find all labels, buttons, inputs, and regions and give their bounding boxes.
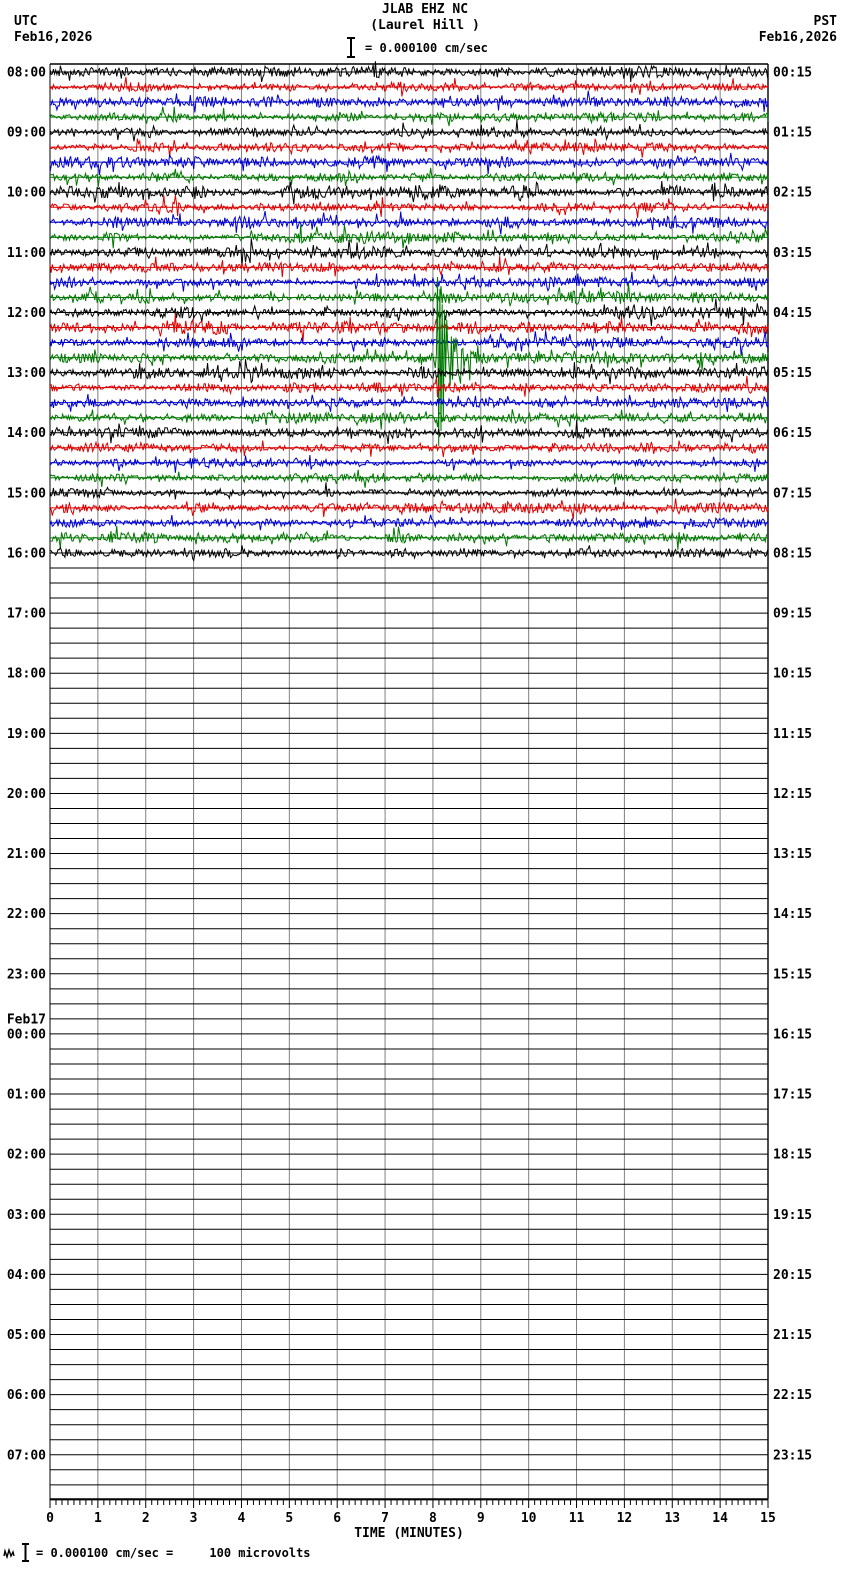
utc-hour-label: 19:00 <box>6 726 46 742</box>
pst-hour-label: 04:15 <box>773 305 813 321</box>
utc-hour-label: 05:00 <box>6 1328 46 1344</box>
page-subtitle: (Laurel Hill ) <box>370 18 480 33</box>
pst-hour-label: 12:15 <box>773 786 813 802</box>
utc-hour-label: 02:00 <box>6 1147 46 1163</box>
pst-hour-label: 08:15 <box>773 546 813 562</box>
pst-hour-label: 01:15 <box>773 125 813 141</box>
utc-hour-label: 01:00 <box>6 1087 46 1103</box>
trace-waveform <box>50 498 768 519</box>
x-tick-label: 3 <box>189 1511 198 1526</box>
pst-hour-label: 20:15 <box>773 1267 813 1283</box>
x-tick-label: 10 <box>520 1511 537 1526</box>
utc-hour-label: 11:00 <box>6 245 46 261</box>
footer-ibeam-icon <box>21 1543 30 1562</box>
utc-hour-label: 17:00 <box>6 606 46 622</box>
trace-waveform <box>50 455 768 473</box>
pst-hour-label: 07:15 <box>773 486 813 502</box>
pst-hour-label: 19:15 <box>773 1207 813 1223</box>
trace-waveform <box>50 225 768 249</box>
x-tick-label: 11 <box>568 1511 585 1526</box>
trace-waveform <box>50 272 768 292</box>
pst-hour-label: 09:15 <box>773 606 813 622</box>
trace-waveform <box>50 107 768 126</box>
trace-waveform <box>50 195 768 218</box>
right-hour-labels <box>773 66 812 1464</box>
utc-hour-label: 07:00 <box>6 1448 46 1464</box>
x-tick-label: 4 <box>237 1511 246 1526</box>
pst-hour-label: 00:15 <box>773 65 813 81</box>
utc-hour-label: 00:00 <box>6 1027 46 1043</box>
x-tick-label: 13 <box>664 1511 681 1526</box>
utc-date: Feb16,2026 <box>14 30 93 45</box>
pst-label: PST <box>813 14 837 29</box>
footer-scale-text: = 0.000100 cm/sec = 100 microvolts <box>36 1545 311 1560</box>
trace-waveform-event <box>50 277 768 446</box>
utc-hour-label: 23:00 <box>6 967 46 983</box>
utc-hour-label: 22:00 <box>6 907 46 923</box>
utc-hour-label: 10:00 <box>6 185 46 201</box>
x-tick-label: 6 <box>333 1511 342 1526</box>
pst-hour-label: 18:15 <box>773 1147 813 1163</box>
wave-sample-icon <box>3 1547 15 1559</box>
trace-waveform <box>50 470 768 488</box>
trace-waveform <box>50 482 768 499</box>
trace-waveform <box>50 376 768 397</box>
trace-waveform <box>50 409 768 429</box>
trace-waveform <box>50 153 768 175</box>
utc-hour-label: 09:00 <box>6 125 46 141</box>
page-title: JLAB EHZ NC <box>381 2 469 17</box>
utc-hour-label: 16:00 <box>6 546 46 562</box>
x-tick-label: 15 <box>760 1511 776 1526</box>
utc-hour-label: 21:00 <box>6 847 46 863</box>
trace-waveform <box>50 120 768 141</box>
trace-waveform <box>50 331 768 356</box>
trace-waveform <box>50 256 768 277</box>
pst-hour-label: 05:15 <box>773 366 813 382</box>
x-tick-label: 8 <box>429 1511 437 1526</box>
pst-hour-label: 13:15 <box>773 847 813 863</box>
x-tick-label: 1 <box>93 1511 102 1526</box>
pst-date: Feb16,2026 <box>758 30 837 45</box>
x-tick-label: 7 <box>381 1511 389 1526</box>
footer-scale-note <box>3 1543 311 1562</box>
x-tick-label: 14 <box>712 1511 728 1526</box>
utc-hour-label: 08:00 <box>6 65 46 81</box>
trace-waveform <box>50 211 768 234</box>
trace-waveform <box>50 441 768 458</box>
x-axis-ticks <box>46 1499 776 1526</box>
utc-hour-label: 15:00 <box>6 486 46 502</box>
trace-rows <box>50 61 768 1500</box>
pst-hour-label: 11:15 <box>773 726 813 742</box>
utc-hour-label: 14:00 <box>6 426 46 442</box>
day-change-label: Feb17 <box>6 1012 46 1028</box>
left-hour-labels <box>7 66 46 1464</box>
minute-gridlines <box>50 64 768 1499</box>
x-tick-label: 0 <box>46 1511 54 1526</box>
x-axis-title: TIME (MINUTES) <box>354 1526 464 1541</box>
pst-hour-label: 22:15 <box>773 1388 813 1404</box>
utc-hour-label: 18:00 <box>6 666 46 682</box>
utc-hour-label: 13:00 <box>6 366 46 382</box>
utc-hour-label: 04:00 <box>6 1267 46 1283</box>
utc-hour-label: 06:00 <box>6 1388 46 1404</box>
x-tick-label: 5 <box>285 1511 294 1526</box>
scale-label: = 0.000100 cm/sec <box>365 40 488 55</box>
utc-hour-label: 12:00 <box>6 305 46 321</box>
x-tick-label: 2 <box>141 1511 150 1526</box>
pst-hour-label: 03:15 <box>773 245 813 261</box>
utc-hour-label: 20:00 <box>6 786 46 802</box>
pst-hour-label: 21:15 <box>773 1328 813 1344</box>
trace-waveform <box>50 359 768 384</box>
x-tick-label: 12 <box>616 1511 633 1526</box>
pst-hour-label: 14:15 <box>773 907 813 923</box>
pst-hour-label: 17:15 <box>773 1087 813 1103</box>
pst-hour-label: 16:15 <box>773 1027 813 1043</box>
utc-label: UTC <box>14 14 38 29</box>
plot-border <box>50 64 768 1499</box>
pst-hour-label: 23:15 <box>773 1448 813 1464</box>
pst-hour-label: 10:15 <box>773 666 813 682</box>
trace-waveform <box>50 139 768 158</box>
pst-hour-label: 06:15 <box>773 426 813 442</box>
pst-hour-label: 15:15 <box>773 967 813 983</box>
trace-waveform <box>50 181 768 204</box>
trace-waveform <box>50 91 768 113</box>
pst-hour-label: 02:15 <box>773 185 813 201</box>
trace-waveform <box>50 420 768 444</box>
utc-hour-label: 03:00 <box>6 1207 46 1223</box>
x-tick-label: 9 <box>476 1511 485 1526</box>
